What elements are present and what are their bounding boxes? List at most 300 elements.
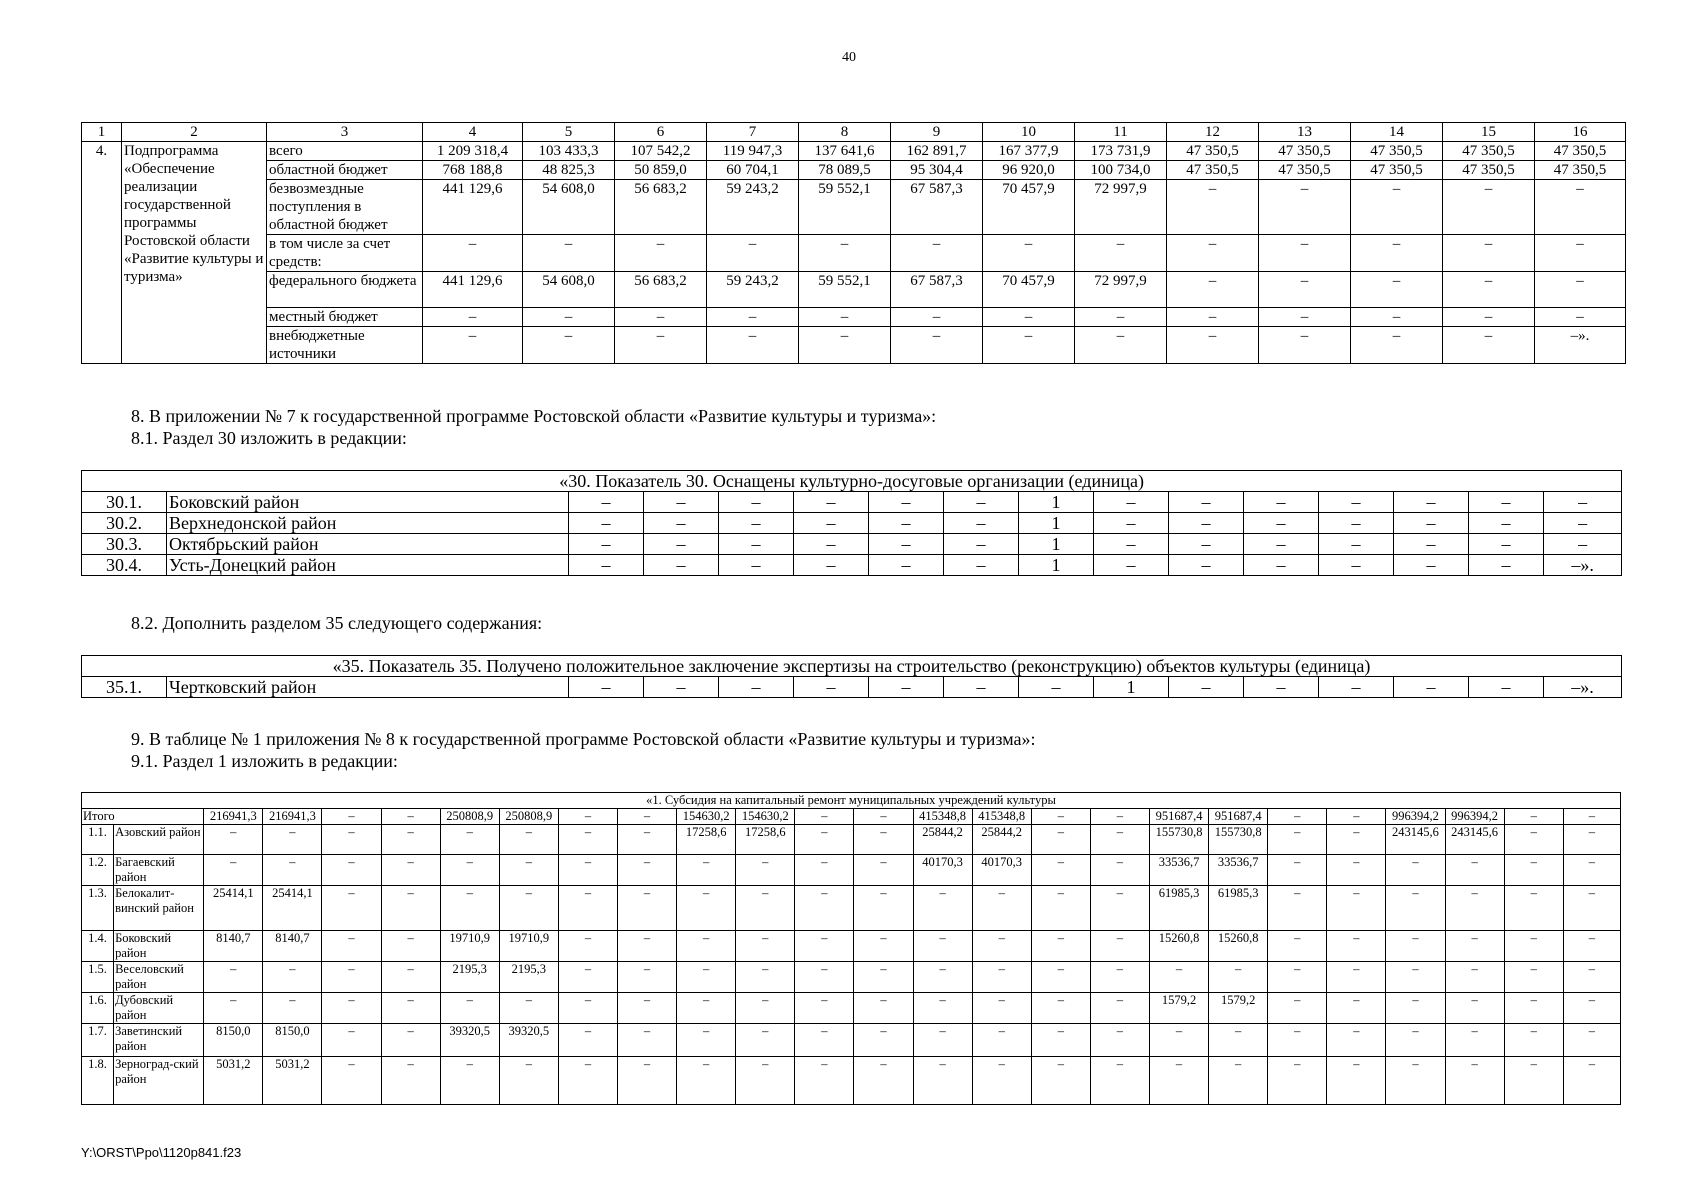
value-cell: – xyxy=(1031,931,1090,962)
column-number-cell: 2 xyxy=(122,123,267,142)
value-cell: – xyxy=(523,235,615,272)
value-cell: – xyxy=(1090,1024,1149,1057)
column-number-cell: 3 xyxy=(267,123,423,142)
value-cell: 1 209 318,4 xyxy=(423,142,523,161)
value-cell: – xyxy=(736,1057,795,1105)
value-cell: – xyxy=(440,825,499,855)
value-cell: – xyxy=(1327,962,1386,993)
value-cell: 47 350,5 xyxy=(1259,161,1351,180)
value-cell: – xyxy=(983,308,1075,327)
value-cell: – xyxy=(1544,492,1622,513)
value-cell: – xyxy=(1535,235,1626,272)
value-cell: – xyxy=(1469,513,1544,534)
value-cell: – xyxy=(322,809,381,825)
value-cell: 50 859,0 xyxy=(615,161,707,180)
value-cell: – xyxy=(1149,1057,1208,1105)
row-number-cell: 1.5. xyxy=(82,962,114,993)
column-number-cell: 6 xyxy=(615,123,707,142)
funding-source-cell: безвозмездные поступления в областной бюджет xyxy=(267,180,423,235)
value-cell: – xyxy=(644,677,719,698)
value-cell: 47 350,5 xyxy=(1351,161,1443,180)
district-name-cell: Заветинский район xyxy=(114,1024,204,1057)
value-cell: 441 129,6 xyxy=(423,272,523,308)
value-cell: – xyxy=(736,962,795,993)
value-cell: – xyxy=(558,855,617,886)
value-cell: 996394,2 xyxy=(1445,809,1504,825)
value-cell: – xyxy=(440,855,499,886)
column-number-cell: 15 xyxy=(1443,123,1535,142)
value-cell: – xyxy=(1244,677,1319,698)
value-cell: 250808,9 xyxy=(499,809,558,825)
table-row xyxy=(82,161,1626,180)
value-cell: 8140,7 xyxy=(204,931,263,962)
value-cell: 67 587,3 xyxy=(891,272,983,308)
value-cell: – xyxy=(972,886,1031,931)
value-cell: – xyxy=(1563,825,1620,855)
value-cell: – xyxy=(1504,931,1563,962)
value-cell: – xyxy=(381,1057,440,1105)
value-cell: 47 350,5 xyxy=(1167,142,1259,161)
value-cell: – xyxy=(944,555,1019,576)
value-cell: 72 997,9 xyxy=(1075,272,1167,308)
value-cell: 72 997,9 xyxy=(1075,180,1167,235)
value-cell: – xyxy=(1445,1057,1504,1105)
column-number-cell: 4 xyxy=(423,123,523,142)
value-cell: – xyxy=(1259,235,1351,272)
value-cell: – xyxy=(1394,677,1469,698)
value-cell: – xyxy=(794,513,869,534)
value-cell: – xyxy=(1031,825,1090,855)
value-cell: – xyxy=(1394,492,1469,513)
table-row xyxy=(82,886,1621,931)
funding-source-cell: федерального бюджета xyxy=(267,272,423,308)
value-cell: – xyxy=(1535,272,1626,308)
value-cell: – xyxy=(1075,327,1167,364)
value-cell: – xyxy=(381,931,440,962)
value-cell: – xyxy=(558,962,617,993)
value-cell: 19710,9 xyxy=(440,931,499,962)
value-cell: – xyxy=(1268,962,1327,993)
column-number-cell: 8 xyxy=(799,123,891,142)
funding-source-cell: всего xyxy=(267,142,423,161)
value-cell: – xyxy=(1386,1024,1445,1057)
value-cell: – xyxy=(1386,886,1445,931)
value-cell: 59 243,2 xyxy=(707,180,799,235)
table-row xyxy=(82,1024,1621,1057)
value-cell: – xyxy=(618,855,677,886)
value-cell: – xyxy=(869,677,944,698)
value-cell: – xyxy=(644,513,719,534)
value-cell: – xyxy=(972,993,1031,1024)
value-cell: 40170,3 xyxy=(972,855,1031,886)
value-cell: – xyxy=(1544,534,1622,555)
value-cell: – xyxy=(1094,534,1169,555)
value-cell: 8150,0 xyxy=(204,1024,263,1057)
value-cell: – xyxy=(1031,962,1090,993)
value-cell: 1 xyxy=(1094,677,1169,698)
value-cell: 5031,2 xyxy=(204,1057,263,1105)
value-cell: – xyxy=(795,1057,854,1105)
value-cell: 56 683,2 xyxy=(615,272,707,308)
table-row xyxy=(82,534,1622,555)
table-row xyxy=(82,931,1621,962)
value-cell: – xyxy=(1259,180,1351,235)
row-number-cell: 1.4. xyxy=(82,931,114,962)
district-name-cell: Усть-Донецкий район xyxy=(167,555,569,576)
district-name-cell: Верхнедонской район xyxy=(167,513,569,534)
value-cell: 216941,3 xyxy=(263,809,322,825)
value-cell: 59 552,1 xyxy=(799,180,891,235)
value-cell: – xyxy=(499,1057,558,1105)
value-cell: – xyxy=(972,962,1031,993)
value-cell: – xyxy=(707,235,799,272)
value-cell: – xyxy=(1268,809,1327,825)
table-title-row xyxy=(82,793,1621,809)
subprogram-name-cell: Подпрограмма «Обеспечение реализации государственной программы Ростовской области «Развитие культуры и туризма» xyxy=(122,142,267,364)
value-cell: – xyxy=(854,1057,913,1105)
value-cell: – xyxy=(1386,993,1445,1024)
value-cell: – xyxy=(618,886,677,931)
value-cell: – xyxy=(869,513,944,534)
value-cell: 8150,0 xyxy=(263,1024,322,1057)
table-row xyxy=(82,513,1622,534)
value-cell: – xyxy=(644,492,719,513)
value-cell: – xyxy=(1259,327,1351,364)
value-cell: – xyxy=(1443,180,1535,235)
value-cell: 243145,6 xyxy=(1386,825,1445,855)
row-number-cell: 30.3. xyxy=(82,534,167,555)
value-cell: – xyxy=(1535,180,1626,235)
value-cell: – xyxy=(499,886,558,931)
value-cell: – xyxy=(1327,1057,1386,1105)
total-label-cell: Итого xyxy=(82,809,204,825)
value-cell: – xyxy=(854,809,913,825)
row-number-cell: 1.8. xyxy=(82,1057,114,1105)
value-cell: – xyxy=(1445,993,1504,1024)
value-cell: 107 542,2 xyxy=(615,142,707,161)
value-cell: – xyxy=(423,327,523,364)
value-cell: – xyxy=(1351,235,1443,272)
value-cell: – xyxy=(1327,825,1386,855)
value-cell: – xyxy=(913,931,972,962)
value-cell: – xyxy=(1394,534,1469,555)
value-cell: 155730,8 xyxy=(1149,825,1208,855)
value-cell: 154630,2 xyxy=(736,809,795,825)
value-cell: – xyxy=(440,886,499,931)
value-cell: – xyxy=(1244,555,1319,576)
row-number-cell: 30.1. xyxy=(82,492,167,513)
value-cell: – xyxy=(558,931,617,962)
value-cell: – xyxy=(1209,962,1268,993)
value-cell: – xyxy=(1244,513,1319,534)
table-row xyxy=(82,308,1626,327)
value-cell: – xyxy=(1351,327,1443,364)
value-cell: – xyxy=(1094,555,1169,576)
value-cell: 1 xyxy=(1019,534,1094,555)
value-cell: – xyxy=(1327,886,1386,931)
value-cell: – xyxy=(1031,993,1090,1024)
value-cell: – xyxy=(204,825,263,855)
value-cell: – xyxy=(322,855,381,886)
value-cell: – xyxy=(1167,180,1259,235)
value-cell: – xyxy=(869,492,944,513)
value-cell: 415348,8 xyxy=(972,809,1031,825)
value-cell: – xyxy=(799,308,891,327)
value-cell: – xyxy=(1259,272,1351,308)
paragraph-9: 9. В таблице № 1 приложения № 8 к государственной программе Ростовской области «Развитие культуры и туризма»: xyxy=(131,729,1036,749)
value-cell: – xyxy=(944,492,1019,513)
value-cell: – xyxy=(1169,677,1244,698)
column-number-cell: 14 xyxy=(1351,123,1443,142)
row-number-cell: 1.3. xyxy=(82,886,114,931)
value-cell: – xyxy=(569,513,644,534)
value-cell: – xyxy=(263,825,322,855)
value-cell: – xyxy=(913,1057,972,1105)
value-cell: – xyxy=(1167,327,1259,364)
value-cell: – xyxy=(644,534,719,555)
value-cell: 39320,5 xyxy=(499,1024,558,1057)
value-cell: 47 350,5 xyxy=(1167,161,1259,180)
value-cell: – xyxy=(499,855,558,886)
value-cell: – xyxy=(795,855,854,886)
page-number: 40 xyxy=(842,50,856,65)
value-cell: – xyxy=(1445,962,1504,993)
value-cell: – xyxy=(1319,513,1394,534)
value-cell: – xyxy=(677,931,736,962)
value-cell: – xyxy=(618,1024,677,1057)
value-cell: – xyxy=(381,962,440,993)
value-cell: – xyxy=(1268,855,1327,886)
value-cell: 96 920,0 xyxy=(983,161,1075,180)
indicator-30-table xyxy=(81,470,1622,576)
value-cell: – xyxy=(1268,825,1327,855)
value-cell: – xyxy=(569,492,644,513)
value-cell: – xyxy=(1535,308,1626,327)
value-cell: – xyxy=(1031,855,1090,886)
value-cell: – xyxy=(1443,272,1535,308)
value-cell: – xyxy=(523,308,615,327)
value-cell: 39320,5 xyxy=(440,1024,499,1057)
value-cell: – xyxy=(204,993,263,1024)
table-row xyxy=(82,1057,1621,1105)
table-row xyxy=(82,555,1622,576)
value-cell: – xyxy=(1469,492,1544,513)
value-cell: – xyxy=(440,1057,499,1105)
value-cell: – xyxy=(1504,825,1563,855)
value-cell: – xyxy=(1327,993,1386,1024)
value-cell: – xyxy=(1504,1024,1563,1057)
column-number-cell: 10 xyxy=(983,123,1075,142)
value-cell: – xyxy=(440,993,499,1024)
value-cell: – xyxy=(736,886,795,931)
value-cell: – xyxy=(677,1057,736,1105)
value-cell: – xyxy=(1075,235,1167,272)
value-cell: – xyxy=(1445,931,1504,962)
paragraph-8-2: 8.2. Дополнить разделом 35 следующего содержания: xyxy=(131,613,543,633)
value-cell: 48 825,3 xyxy=(523,161,615,180)
value-cell: 47 350,5 xyxy=(1259,142,1351,161)
value-cell: 25844,2 xyxy=(972,825,1031,855)
table-row xyxy=(82,272,1626,308)
value-cell: 951687,4 xyxy=(1209,809,1268,825)
column-number-cell: 11 xyxy=(1075,123,1167,142)
value-cell: 47 350,5 xyxy=(1443,161,1535,180)
value-cell: – xyxy=(719,677,794,698)
district-name-cell: Веселовский район xyxy=(114,962,204,993)
value-cell: – xyxy=(618,962,677,993)
value-cell: – xyxy=(972,931,1031,962)
value-cell: 40170,3 xyxy=(913,855,972,886)
total-row xyxy=(82,809,1621,825)
value-cell: 100 734,0 xyxy=(1075,161,1167,180)
value-cell: – xyxy=(1268,993,1327,1024)
value-cell: – xyxy=(1443,308,1535,327)
value-cell: – xyxy=(983,235,1075,272)
value-cell: – xyxy=(322,1057,381,1105)
value-cell: – xyxy=(615,308,707,327)
value-cell: 61985,3 xyxy=(1149,886,1208,931)
value-cell: 250808,9 xyxy=(440,809,499,825)
value-cell: 59 552,1 xyxy=(799,272,891,308)
value-cell: – xyxy=(736,993,795,1024)
value-cell: – xyxy=(1386,931,1445,962)
district-name-cell: Дубовский район xyxy=(114,993,204,1024)
value-cell: – xyxy=(1259,308,1351,327)
value-cell: – xyxy=(322,886,381,931)
value-cell: – xyxy=(618,809,677,825)
value-cell: – xyxy=(795,993,854,1024)
value-cell: – xyxy=(558,886,617,931)
value-cell: – xyxy=(794,492,869,513)
value-cell: 19710,9 xyxy=(499,931,558,962)
value-cell: – xyxy=(1563,886,1620,931)
value-cell: – xyxy=(944,534,1019,555)
value-cell: –». xyxy=(1544,555,1622,576)
value-cell: – xyxy=(1445,1024,1504,1057)
value-cell: – xyxy=(1167,235,1259,272)
table-row xyxy=(82,492,1622,513)
value-cell: 15260,8 xyxy=(1209,931,1268,962)
value-cell: 155730,8 xyxy=(1209,825,1268,855)
value-cell: 60 704,1 xyxy=(707,161,799,180)
value-cell: 54 608,0 xyxy=(523,272,615,308)
column-number-cell: 1 xyxy=(82,123,122,142)
table-row xyxy=(82,825,1621,855)
value-cell: 70 457,9 xyxy=(983,180,1075,235)
value-cell: – xyxy=(891,235,983,272)
value-cell: – xyxy=(719,534,794,555)
value-cell: – xyxy=(615,327,707,364)
value-cell: 33536,7 xyxy=(1209,855,1268,886)
value-cell: – xyxy=(423,308,523,327)
value-cell: – xyxy=(1469,555,1544,576)
value-cell: 103 433,3 xyxy=(523,142,615,161)
value-cell: – xyxy=(1244,534,1319,555)
value-cell: – xyxy=(1031,1057,1090,1105)
row-number-cell: 1.7. xyxy=(82,1024,114,1057)
value-cell: – xyxy=(869,534,944,555)
value-cell: – xyxy=(1443,235,1535,272)
value-cell: – xyxy=(1090,931,1149,962)
table-row xyxy=(82,993,1621,1024)
value-cell: – xyxy=(891,327,983,364)
value-cell: – xyxy=(1351,308,1443,327)
value-cell: – xyxy=(558,1057,617,1105)
value-cell: – xyxy=(854,855,913,886)
value-cell: – xyxy=(1090,993,1149,1024)
district-name-cell: Багаевский район xyxy=(114,855,204,886)
table-row xyxy=(82,180,1626,235)
value-cell: 47 350,5 xyxy=(1535,161,1626,180)
table-title-cell: «30. Показатель 30. Оснащены культурно-досуговые организации (единица) xyxy=(82,471,1622,492)
value-cell: – xyxy=(1319,677,1394,698)
value-cell: – xyxy=(736,931,795,962)
value-cell: – xyxy=(523,327,615,364)
funding-source-cell: внебюджетные источники xyxy=(267,327,423,364)
value-cell: – xyxy=(794,677,869,698)
value-cell: 216941,3 xyxy=(204,809,263,825)
value-cell: – xyxy=(1169,492,1244,513)
value-cell: 119 947,3 xyxy=(707,142,799,161)
paragraph-9-1: 9.1. Раздел 1 изложить в редакции: xyxy=(131,751,398,771)
indicator-35-table xyxy=(81,655,1622,698)
value-cell: – xyxy=(1319,492,1394,513)
value-cell: – xyxy=(1031,886,1090,931)
value-cell: – xyxy=(558,1024,617,1057)
value-cell: 54 608,0 xyxy=(523,180,615,235)
value-cell: 5031,2 xyxy=(263,1057,322,1105)
value-cell: 415348,8 xyxy=(913,809,972,825)
value-cell: – xyxy=(869,555,944,576)
value-cell: – xyxy=(913,993,972,1024)
district-name-cell: Боковский район xyxy=(114,931,204,962)
value-cell: 1579,2 xyxy=(1149,993,1208,1024)
value-cell: – xyxy=(854,962,913,993)
table-row xyxy=(82,327,1626,364)
value-cell: – xyxy=(1090,809,1149,825)
district-name-cell: Октябрьский район xyxy=(167,534,569,555)
value-cell: – xyxy=(913,886,972,931)
value-cell: – xyxy=(569,534,644,555)
row-number-cell: 35.1. xyxy=(82,677,167,698)
value-cell: – xyxy=(854,931,913,962)
value-cell: – xyxy=(263,962,322,993)
value-cell: 2195,3 xyxy=(440,962,499,993)
value-cell: – xyxy=(1504,886,1563,931)
value-cell: 996394,2 xyxy=(1386,809,1445,825)
value-cell: – xyxy=(1169,513,1244,534)
value-cell: – xyxy=(1149,962,1208,993)
value-cell: – xyxy=(322,1024,381,1057)
value-cell: – xyxy=(1351,272,1443,308)
value-cell: – xyxy=(1445,886,1504,931)
value-cell: – xyxy=(1169,555,1244,576)
value-cell: – xyxy=(736,1024,795,1057)
value-cell: 47 350,5 xyxy=(1351,142,1443,161)
value-cell: – xyxy=(794,534,869,555)
value-cell: – xyxy=(677,1024,736,1057)
value-cell: – xyxy=(1386,962,1445,993)
value-cell: – xyxy=(795,825,854,855)
value-cell: 95 304,4 xyxy=(891,161,983,180)
value-cell: – xyxy=(794,555,869,576)
paragraph-8-1: 8.1. Раздел 30 изложить в редакции: xyxy=(131,428,407,448)
value-cell: – xyxy=(1031,809,1090,825)
value-cell: 154630,2 xyxy=(677,809,736,825)
value-cell: – xyxy=(381,855,440,886)
value-cell: – xyxy=(854,993,913,1024)
value-cell: – xyxy=(381,809,440,825)
